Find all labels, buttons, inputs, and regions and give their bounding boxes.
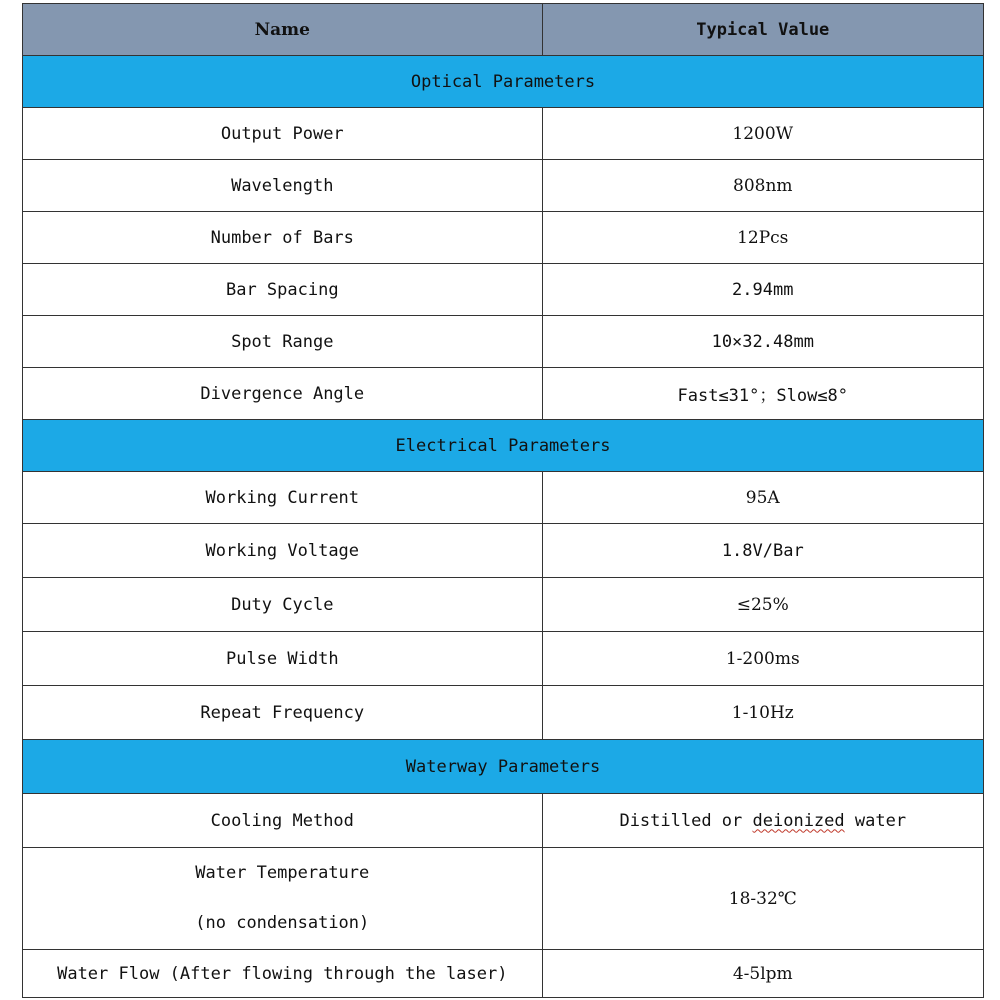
table-row (23, 794, 984, 848)
header-name: Name (23, 4, 543, 56)
param-value: 1-200ms (542, 632, 983, 686)
table-row (23, 632, 984, 686)
param-value: ≤25% (542, 578, 983, 632)
table-row (23, 108, 984, 160)
param-value: Fast≤31°；Slow≤8° (542, 368, 983, 420)
param-name: Spot Range (23, 316, 543, 368)
param-name: Repeat Frequency (23, 686, 543, 740)
spellcheck-flagged-word[interactable]: deionized (752, 810, 845, 831)
table-header-row (23, 4, 984, 56)
param-name: Working Voltage (23, 524, 543, 578)
section-title-optical: Optical Parameters (23, 56, 984, 108)
param-value: 12Pcs (542, 212, 983, 264)
section-title-waterway: Waterway Parameters (23, 740, 984, 794)
table-row (23, 686, 984, 740)
table-row (23, 368, 984, 420)
param-name: Wavelength (23, 160, 543, 212)
param-name: Number of Bars (23, 212, 543, 264)
table-row (23, 212, 984, 264)
param-value: 4-5lpm (542, 950, 983, 998)
section-title-electrical: Electrical Parameters (23, 420, 984, 472)
param-value: 10×32.48mm (542, 316, 983, 368)
table-row (23, 160, 984, 212)
param-value: 1.8V/Bar (542, 524, 983, 578)
param-name (23, 848, 543, 950)
table-row (23, 264, 984, 316)
param-value: 95A (542, 472, 983, 524)
table-row (23, 848, 984, 950)
param-name: Divergence Angle (23, 368, 543, 420)
table-row (23, 316, 984, 368)
param-value: 1-10Hz (542, 686, 983, 740)
param-name-line2: (no condensation) (195, 913, 370, 933)
param-name: Bar Spacing (23, 264, 543, 316)
value-part-post: water (844, 810, 907, 831)
param-value (542, 794, 983, 848)
param-value: 18-32℃ (542, 848, 983, 950)
section-row-electrical (23, 420, 984, 472)
param-name: Duty Cycle (23, 578, 543, 632)
param-name: Water Flow (After flowing through the laser) (23, 950, 543, 998)
param-value: 1200W (542, 108, 983, 160)
table-row (23, 950, 984, 998)
param-value: 2.94mm (542, 264, 983, 316)
param-name: Cooling Method (23, 794, 543, 848)
param-name: Pulse Width (23, 632, 543, 686)
table-row (23, 472, 984, 524)
value-part-pre: Distilled or (619, 810, 753, 831)
specifications-table (22, 3, 984, 998)
table-row (23, 524, 984, 578)
param-value: 808nm (542, 160, 983, 212)
param-name: Working Current (23, 472, 543, 524)
param-name: Output Power (23, 108, 543, 160)
section-row-optical (23, 56, 984, 108)
table-row (23, 578, 984, 632)
header-typical-value: Typical Value (542, 4, 983, 56)
section-row-waterway (23, 740, 984, 794)
param-name-line1: Water Temperature (195, 863, 370, 883)
